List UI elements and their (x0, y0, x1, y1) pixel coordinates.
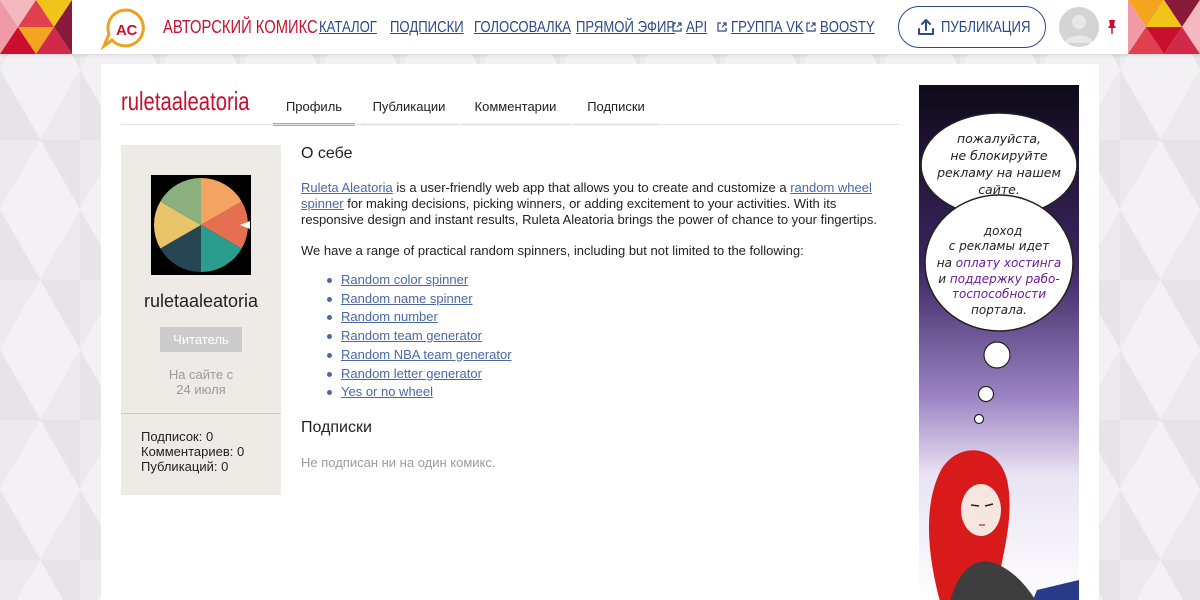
spinner-link-team[interactable]: Random team generator (341, 328, 482, 344)
about-intro (301, 180, 901, 228)
list-item (301, 290, 901, 309)
member-since-line2: 24 июля (176, 382, 226, 397)
list-item (301, 383, 901, 402)
external-link-icon (717, 22, 727, 32)
default-avatar-icon (1059, 7, 1099, 47)
member-since (121, 367, 281, 397)
subscriptions-title: Подписки (301, 418, 372, 436)
spinner-link-nba-team[interactable]: Random NBA team generator (341, 346, 512, 362)
ad-bubble2-line4 (938, 272, 1059, 286)
subscriptions-empty-note: Не подписан ни на один комикс. (301, 454, 496, 470)
ruleta-aleatoria-link[interactable]: Ruleta Aleatoria (301, 180, 393, 195)
left-corner-decoration-icon (0, 0, 72, 54)
random-wheel-spinner-link[interactable]: random wheel spinner (301, 180, 872, 211)
spinner-link-yes-no[interactable]: Yes or no wheel (341, 384, 434, 400)
list-item (301, 308, 901, 327)
list-item (301, 346, 901, 365)
ad-comic-image (919, 85, 1079, 600)
site-header (0, 0, 1200, 54)
nav-live[interactable]: ПРЯМОЙ ЭФИР (576, 19, 676, 36)
logo-icon[interactable] (100, 6, 154, 50)
about-intro-text1: is a user-friendly web app that allows you to create and customize a (392, 180, 791, 195)
about-title: О себе (301, 145, 353, 162)
ad-bubble2-line4a: и (938, 272, 950, 286)
ad-bubble2-line5: тоспособности (951, 287, 1047, 301)
about-section (301, 145, 901, 470)
about-range-text: We have a range of practical random spinners, including but not limited to the following: (301, 243, 804, 258)
stat-subscriptions: Подписок: 0 (141, 429, 214, 444)
publish-label: ПУБЛИКАЦИЯ (941, 19, 1031, 36)
list-item (301, 365, 901, 384)
ad-bubble2-line2: с рекламы идет (948, 239, 1050, 253)
ad-bubble2-line6: портала. (971, 303, 1027, 317)
user-avatar[interactable] (1059, 7, 1099, 47)
ad-bubble2-line3a: на (936, 256, 956, 270)
ad-bubble1-line4: сайте. (978, 182, 1020, 197)
external-link-icon (672, 22, 682, 32)
page-title: ruletaaleatoria (121, 86, 250, 116)
nav-boosty[interactable]: BOOSTY (820, 19, 875, 36)
ad-bubble2-line1: доход (983, 224, 1023, 238)
publish-button[interactable] (898, 6, 1046, 48)
nav-catalog[interactable]: КАТАЛОГ (319, 19, 377, 36)
site-name[interactable]: АВТОРСКИЙ КОМИКС (163, 17, 318, 37)
member-since-line1: На сайте с (168, 367, 234, 382)
nav-subscriptions[interactable]: ПОДПИСКИ (390, 19, 464, 36)
about-intro-text2: for making decisions, picking winners, or adding excitement to your activities. With its responsive design and instant results, Ruleta Aleatoria brings the power of chance to your fingertips. (301, 196, 877, 227)
tab-comments[interactable]: Комментарии (462, 88, 569, 126)
external-link-icon (806, 22, 816, 32)
list-item (301, 327, 901, 346)
nav-api[interactable]: API (686, 19, 708, 36)
ad-bubble1-line1: пожалуйста, (956, 131, 1042, 146)
spinner-link-letter[interactable]: Random letter generator (341, 365, 482, 381)
nav-vk-group[interactable]: ГРУППА VK (731, 19, 804, 36)
profile-sidebar (121, 145, 281, 495)
right-corner-decoration-icon (1128, 0, 1200, 54)
pin-icon[interactable] (1106, 19, 1118, 35)
profile-username: ruletaaleatoria (143, 291, 259, 311)
ad-bubble1-line2: не блокируйте (950, 148, 1048, 163)
profile-stats (141, 429, 244, 474)
spinner-list (301, 271, 901, 402)
avatar (151, 175, 251, 275)
logo-letters: АС (116, 22, 138, 39)
tab-profile[interactable]: Профиль (273, 88, 355, 126)
tab-publications[interactable]: Публикации (361, 88, 457, 126)
stat-comments: Комментариев: 0 (141, 444, 245, 459)
spinner-link-name[interactable]: Random name spinner (341, 290, 473, 306)
profile-divider (121, 413, 281, 414)
ad-bubble2-line3b: оплату хостинга (955, 256, 1062, 270)
ad-banner[interactable] (919, 85, 1079, 600)
nav-voting[interactable]: ГОЛОСОВАЛКА (474, 19, 571, 36)
upload-icon (917, 18, 935, 36)
ad-bubble2-line3 (937, 256, 1061, 270)
tab-subscriptions[interactable]: Подписки (574, 88, 658, 126)
ad-bubble2-line4b: поддержку рабо- (949, 272, 1060, 286)
spinner-link-color[interactable]: Random color spinner (341, 272, 469, 287)
ad-bubble1-line3: рекламу на нашем (937, 165, 1061, 180)
role-badge: Читатель (160, 327, 242, 352)
spinner-wheel-icon (151, 175, 251, 275)
tabs-divider (121, 124, 899, 125)
spinner-link-number[interactable]: Random number (341, 309, 438, 325)
list-item (301, 271, 901, 290)
stat-publications: Публикаций: 0 (141, 459, 229, 474)
